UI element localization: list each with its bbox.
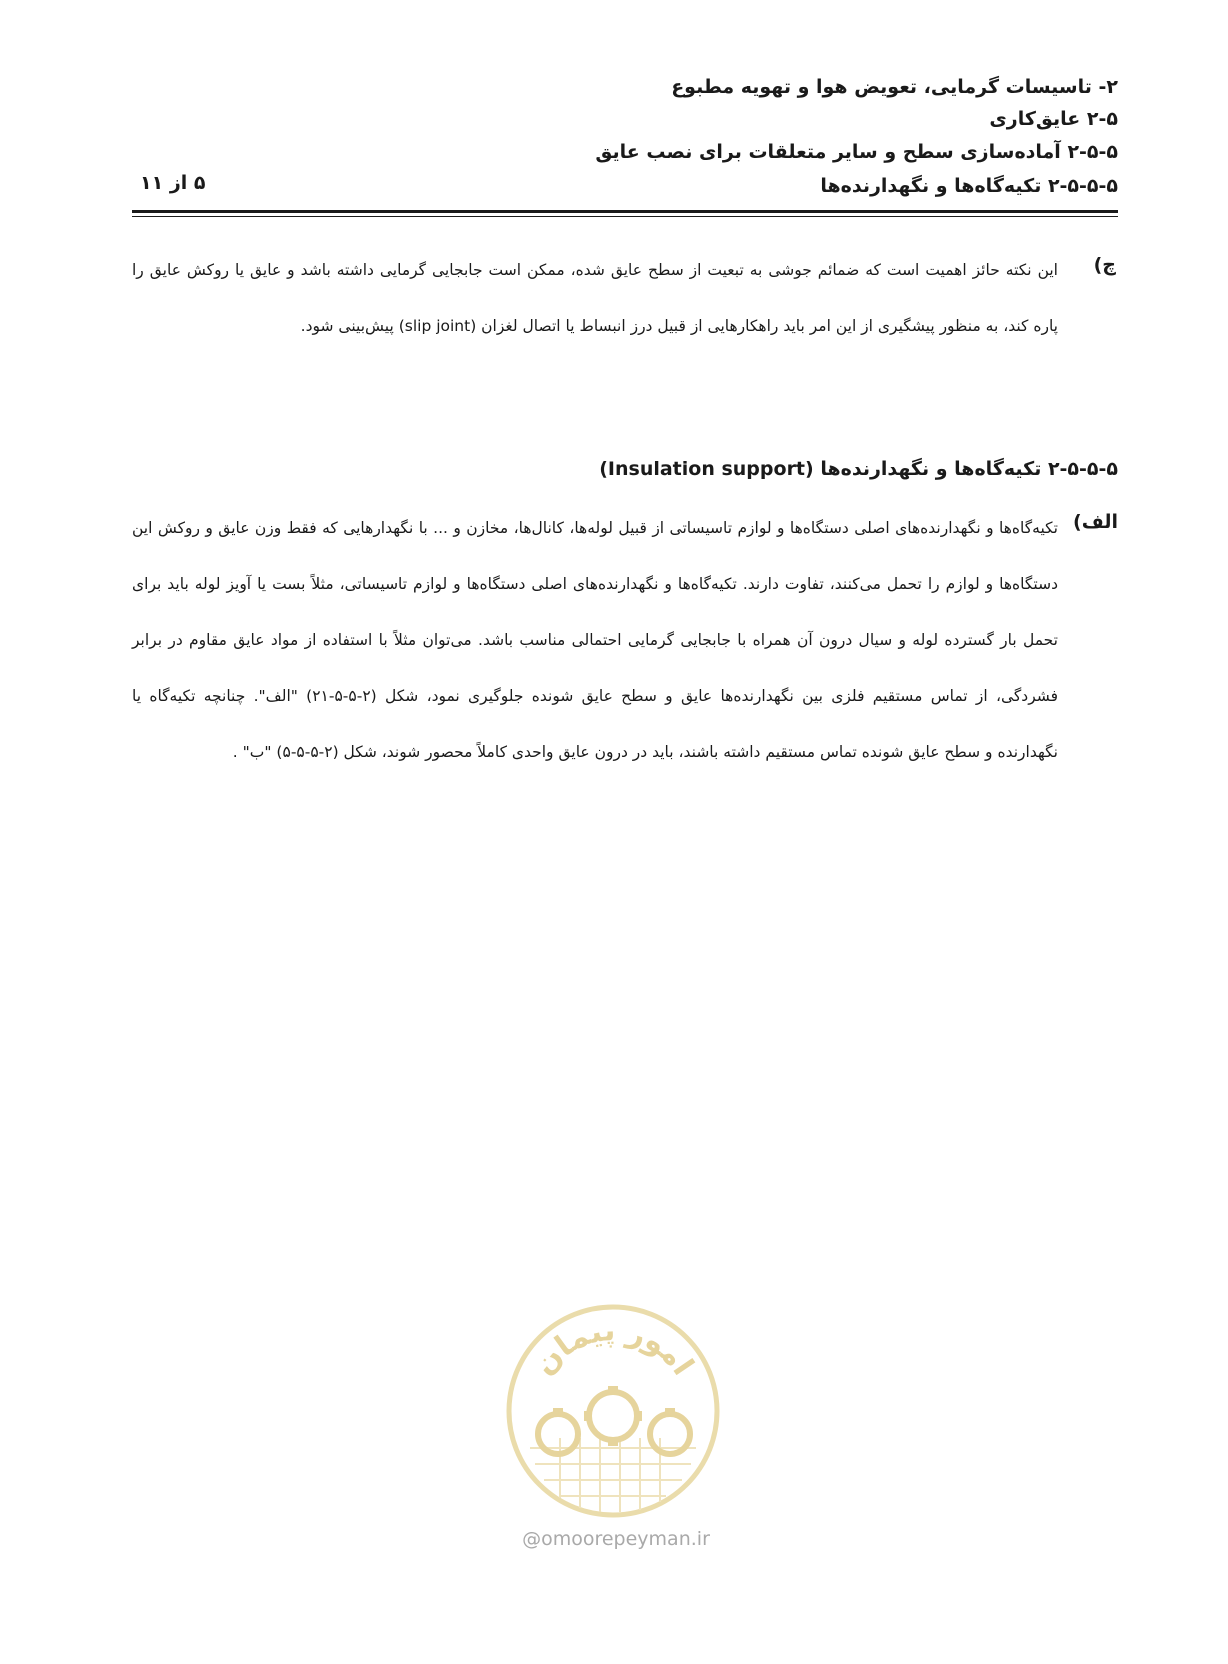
- watermark-logo: [500, 1298, 726, 1524]
- header-chapter: ۲- تاسیسات گرمایی، تعویض هوا و تهویه مطبوع: [671, 76, 1118, 98]
- page-number: ۵ از ۱۱: [140, 172, 206, 194]
- watermark-logo-text: امور پیمان: [526, 1313, 701, 1382]
- header-rule-thin: [132, 216, 1118, 217]
- paragraph-che: این نکته حائز اهمیت است که ضمائم جوشی به تبعیت از سطح عایق شده، ممکن است جابجایی گرمایی داشته باشد و عایق یا روکش عایق را پاره کند، به منظور پیشگیری از این امر باید راهکارهایی از قبیل درز انبساط یا اتصال لغزان (slip joint) پیش‌بینی شود.: [132, 261, 1058, 335]
- header-section: ۲-۵ عایق‌کاری: [989, 108, 1118, 130]
- paragraph-marker-che: چ): [1093, 254, 1116, 276]
- header-subsubsection: ۲-۵-۵-۵ تکیه‌گاه‌ها و نگهدارنده‌ها: [820, 175, 1118, 197]
- header-subsection: ۲-۵-۵ آماده‌سازی سطح و سایر متعلقات برای نصب عایق: [595, 141, 1118, 163]
- page-header: [132, 64, 1118, 214]
- grid-icon: [530, 1438, 696, 1512]
- at-icon: @: [522, 1528, 542, 1550]
- paragraph-alef: تکیه‌گاه‌ها و نگهدارنده‌های اصلی دستگاه‌ها و لوازم تاسیساتی از قبیل لوله‌ها، کانال‌ها، مخازن و ... با نگهدارهایی که فقط وزن عایق و روکش این دستگاه‌ها و لوازم را تحمل می‌کنند، تفاوت دارند. تکیه‌گاه‌ها و نگهدارنده‌های اصلی دستگاه‌ها و لوازم تاسیساتی، مثلاً بست یا آویز لوله باید برای تحمل بار گسترده لوله و سیال درون آن همراه با جابجایی گرمایی احتمالی مناسب باشد. می‌توان مثلاً با استفاده از مواد عایق مقاوم در برابر فشردگی، از تماس مستقیم فلزی بین نگهدارنده‌ها عایق و سطح عایق شونده جلوگیری نمود، شکل (۲-۵-۵-۲۱) "الف". چنانچه تکیه‌گاه یا نگهدارنده و سطح عایق شونده تماس مستقیم داشته باشند، باید در درون عایق واحدی کاملاً محصور شوند، شکل (۲-۵-۵-۵) "ب" .: [132, 519, 1058, 761]
- paragraph-marker-alef: الف): [1073, 511, 1118, 533]
- watermark-website: @omoorepeyman.ir: [522, 1528, 710, 1550]
- header-rule-thick: [132, 210, 1118, 213]
- section-heading: ۲-۵-۵-۵ تکیه‌گاه‌ها و نگهدارنده‌ها (Insulation support): [599, 458, 1118, 480]
